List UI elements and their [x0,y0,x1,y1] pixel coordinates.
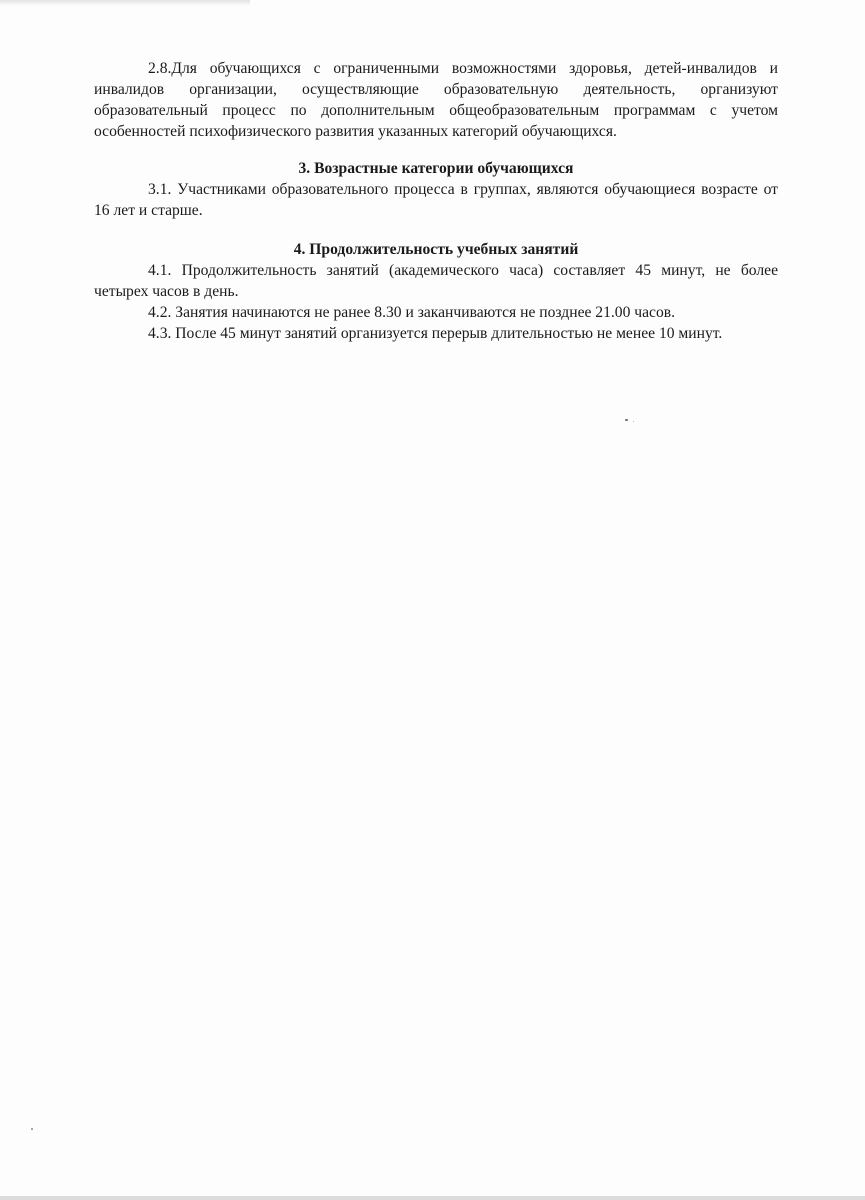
scan-artifact-top [0,0,250,6]
paragraph-2-8: 2.8.Для обучающихся с ограниченными возможностями здоровья, детей-инвалидов и инвалидов организации, осуществляющие образовательную деятельность, организуют образовательный процесс по дополнительным общеобразовательным программам с учетом особенностей психофизического развития указанных категорий обучающихся. [94,60,778,140]
scan-speck [625,419,628,421]
document-body [94,58,778,344]
scan-speck [633,421,634,422]
paragraph-4-1: 4.1. Продолжительность занятий (академического часа) составляет 45 минут, не более четырех часов в день. [94,262,778,300]
paragraph-4-2: 4.2. Занятия начинаются не ранее 8.30 и заканчиваются не позднее 21.00 часов. [148,304,676,321]
scan-speck [31,1128,33,1130]
section-4-heading: 4. Продолжительность учебных занятий [293,241,579,258]
scan-artifact-bottom [0,1196,865,1200]
paragraph-4-3: 4.3. После 45 минут занятий организуется перерыв длительностью не менее 10 минут. [148,325,723,342]
section-3-heading: 3. Возрастные категории обучающихся [298,160,574,177]
paragraph-3-1: 3.1. Участниками образовательного процесса в группах, являются обучающиеся возрасте от 16 лет и старше. [94,181,778,219]
